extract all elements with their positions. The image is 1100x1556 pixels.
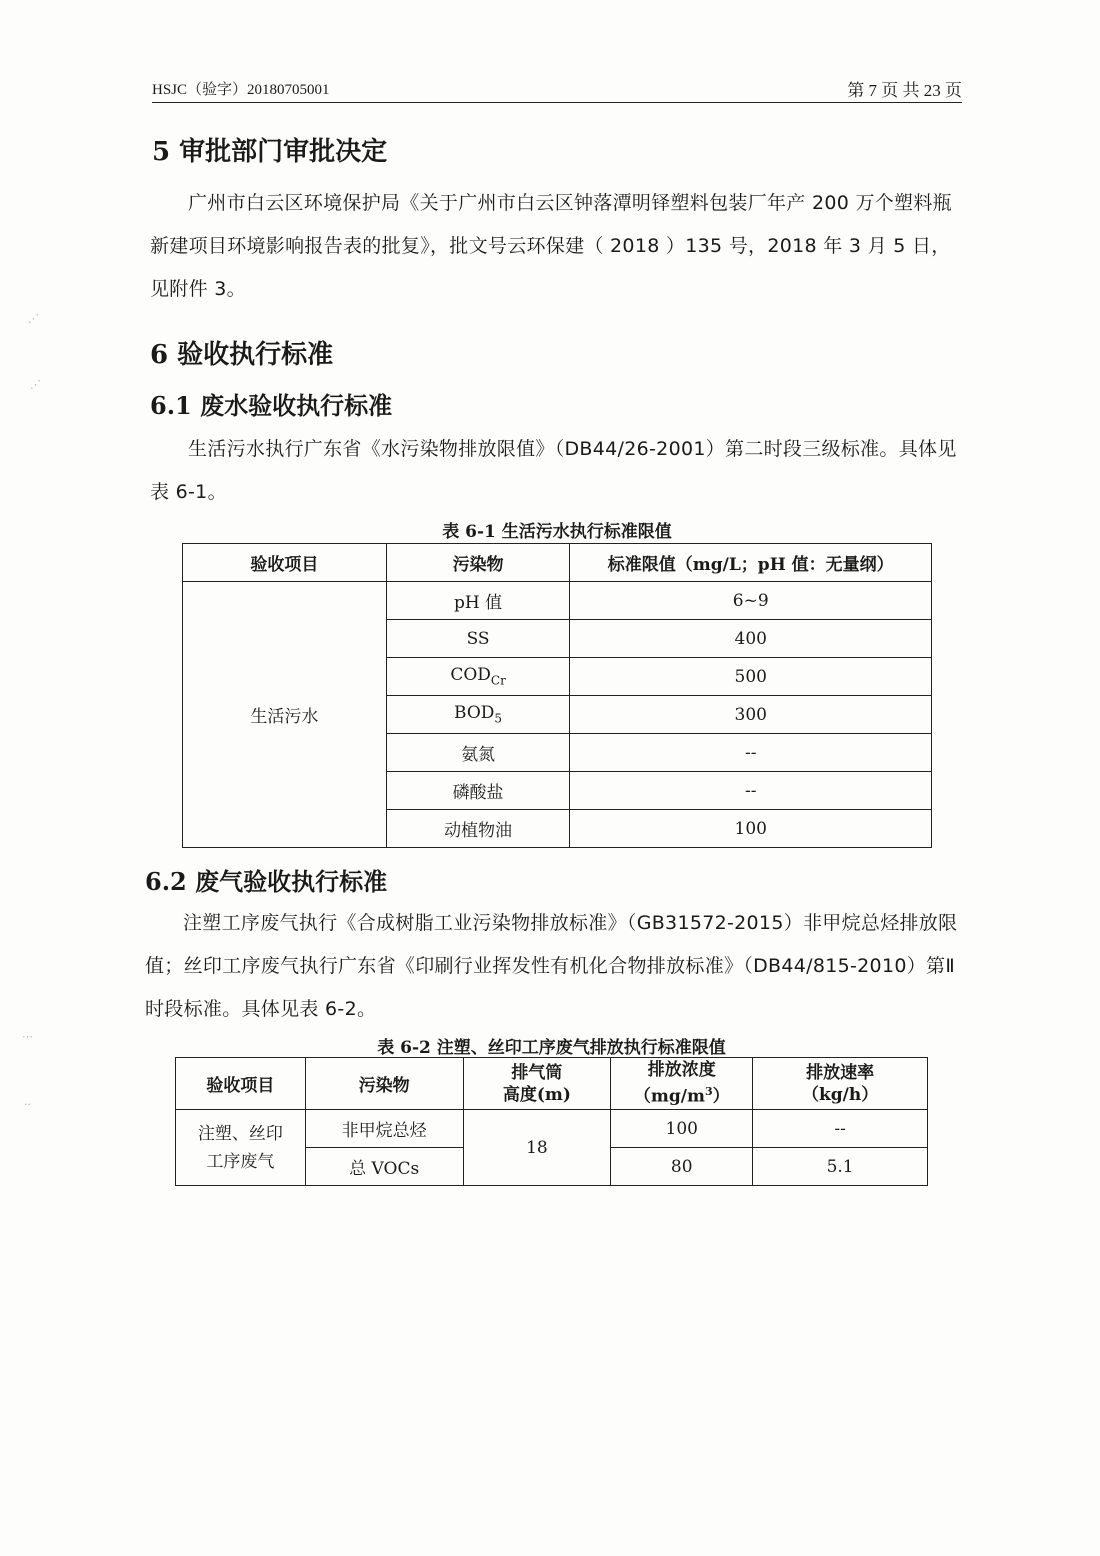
unit-text: （mg/m [633, 1086, 705, 1107]
table-6-2-caption: 表 6-2 注塑、丝印工序废气排放执行标准限值 [377, 1038, 726, 1058]
header-line: 排放速率 [806, 1062, 875, 1083]
pollutant-cell: 非甲烷总烃 [305, 1110, 463, 1148]
scan-speck: ⋰ [30, 378, 41, 391]
column-header [611, 1058, 753, 1110]
column-header [463, 1058, 611, 1110]
header-line: 排放浓度 [647, 1060, 716, 1081]
table-6-1-caption: 表 6-1 生活污水执行标准限值 [442, 522, 672, 542]
pollutant-main: COD [450, 665, 491, 686]
section-6-2-body: 注塑工序废气执行《合成树脂工业污染物排放标准》（GB31572-2015）非甲烷总烃排放限值；丝印工序废气执行广东省《印刷行业挥发性有机化合物排放标准》（DB44/815-2010）第Ⅱ时段标准。具体见表 6-2。 [145, 912, 958, 1020]
section-5-body: 广州市白云区环境保护局《关于广州市白云区钟落潭明铎塑料包装厂年产 200 万个塑料瓶新建项目环境影响报告表的批复》，批文号云环保建（ 2018 ）135 号，2018 年 3 月 5 日，见附件 3。 [150, 192, 952, 300]
table-header-row [176, 1058, 928, 1110]
column-header: 标准限值（mg/L；pH 值：无量纲） [570, 544, 932, 582]
section-6-1-body: 生活污水执行广东省《水污染物排放限值》（DB44/26-2001）第二时段三级标准。具体见表 6-1。 [150, 438, 957, 503]
stack-height-cell: 18 [463, 1110, 611, 1186]
table-6-2 [175, 1057, 928, 1186]
category-line: 工序废气 [206, 1151, 275, 1172]
section-6-1-title: 6.1 废水验收执行标准 [150, 391, 393, 420]
pollutant-cell [386, 696, 570, 734]
pollutant-subscript: Cr [490, 673, 506, 688]
document-id: HSJC（验字）20180705001 [152, 82, 330, 98]
pollutant-main: BOD [454, 703, 495, 724]
pollutant-cell: SS [386, 620, 570, 658]
header-line: 排气筒 [511, 1062, 563, 1083]
column-header: 验收项目 [183, 544, 387, 582]
table-row [183, 582, 932, 620]
section-6-2-title: 6.2 废气验收执行标准 [145, 867, 388, 896]
header-line [611, 1081, 752, 1108]
section-5-title: 5 审批部门审批决定 [152, 137, 388, 167]
limit-cell: 500 [570, 658, 932, 696]
column-header [753, 1058, 928, 1110]
pollutant-cell: pH 值 [386, 582, 570, 620]
pollutant-cell: 磷酸盐 [386, 772, 570, 810]
category-line: 注塑、丝印 [197, 1123, 283, 1144]
unit-text: ） [712, 1086, 730, 1107]
rate-cell: 5.1 [753, 1148, 928, 1186]
scan-speck: ⋰ [28, 312, 39, 325]
page-number: 第 7 页 共 23 页 [847, 81, 962, 100]
table-row [176, 1110, 928, 1148]
limit-cell: 6~9 [570, 582, 932, 620]
section-6-title: 6 验收执行标准 [150, 340, 334, 370]
column-header: 验收项目 [176, 1058, 306, 1110]
scan-speck: ·· [24, 1098, 31, 1111]
header-line: 高度(m) [502, 1084, 571, 1105]
limit-cell: 300 [570, 696, 932, 734]
pollutant-cell: 总 VOCs [305, 1148, 463, 1186]
limit-cell: 400 [570, 620, 932, 658]
unit-superscript: 3 [704, 1085, 713, 1099]
concentration-cell: 80 [611, 1148, 753, 1186]
scan-speck: ⋯ [22, 1030, 33, 1043]
pollutant-cell: 氨氮 [386, 734, 570, 772]
limit-cell: 100 [570, 810, 932, 848]
limit-cell: -- [570, 734, 932, 772]
header-line: （kg/h） [801, 1084, 879, 1105]
column-header: 污染物 [386, 544, 570, 582]
table-6-1 [182, 543, 932, 848]
table-header-row [183, 544, 932, 582]
category-cell [176, 1110, 306, 1186]
pollutant-subscript: 5 [494, 711, 503, 726]
limit-cell: -- [570, 772, 932, 810]
pollutant-cell: 动植物油 [386, 810, 570, 848]
pollutant-cell [386, 658, 570, 696]
category-cell: 生活污水 [183, 582, 387, 848]
concentration-cell: 100 [611, 1110, 753, 1148]
page-header [152, 78, 962, 103]
column-header: 污染物 [305, 1058, 463, 1110]
rate-cell: -- [753, 1110, 928, 1148]
